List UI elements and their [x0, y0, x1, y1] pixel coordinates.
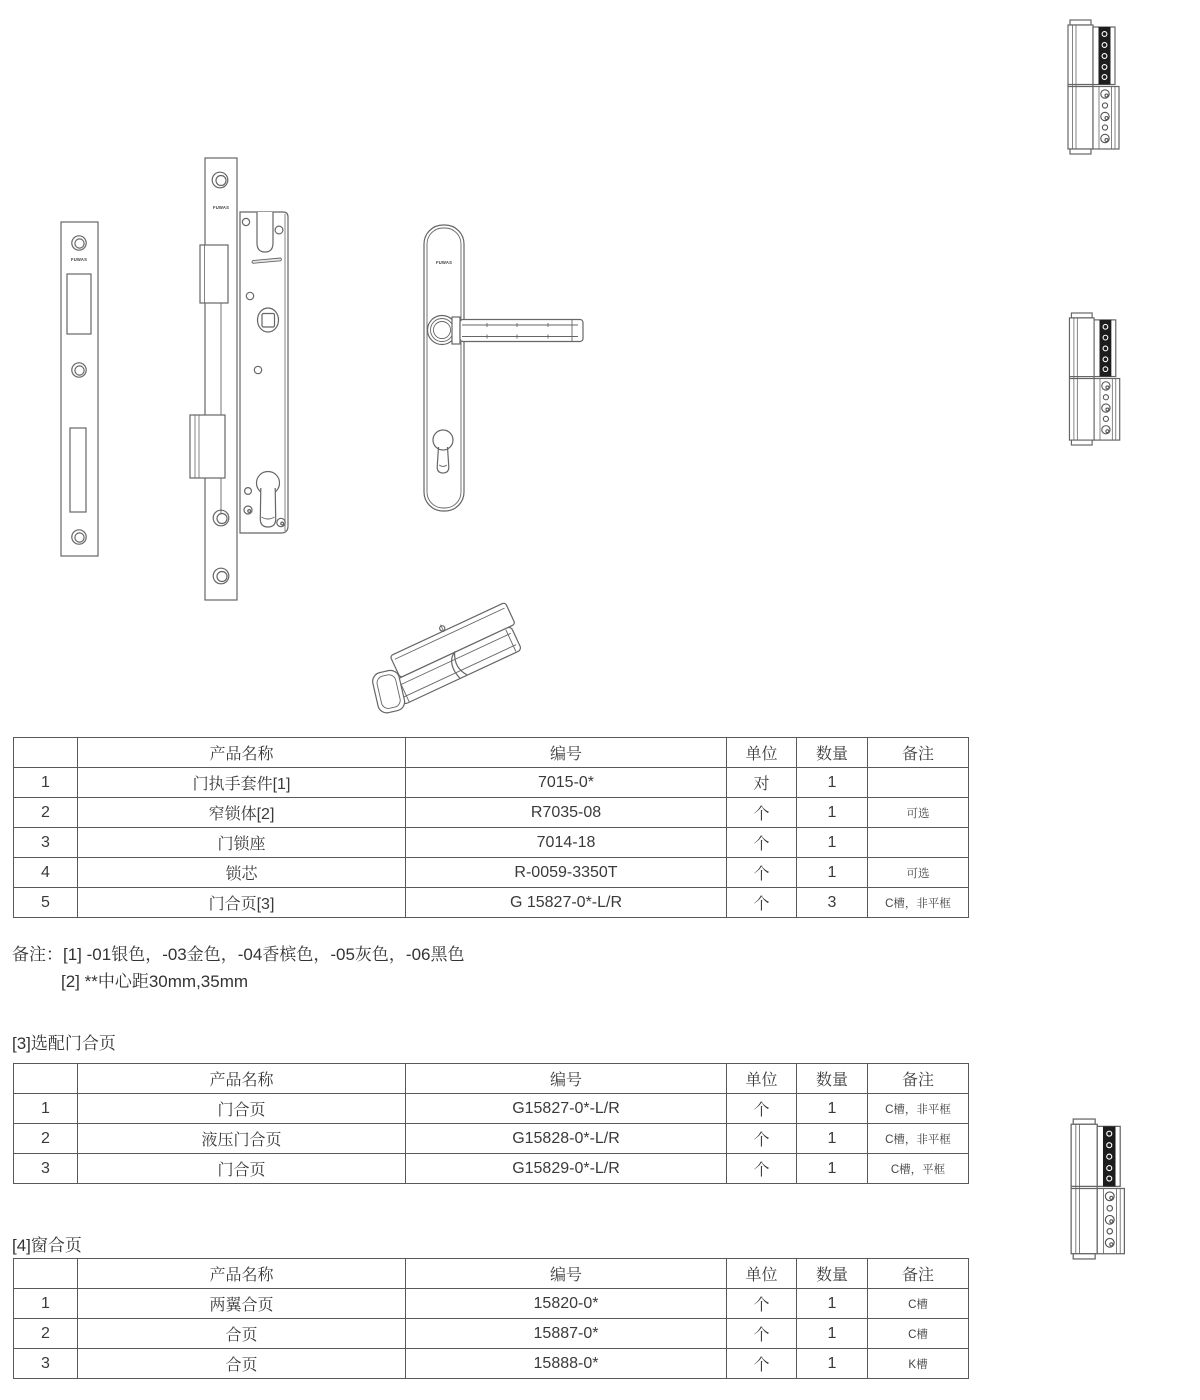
table-cell: G15827-0*-L/R: [406, 1094, 727, 1124]
table-row: [14, 1319, 969, 1349]
table-cell: K槽: [868, 1349, 969, 1379]
table-row: [14, 1154, 969, 1184]
column-header: 数量: [797, 738, 868, 768]
main-parts-table-grid: [13, 737, 969, 918]
table-cell: C槽，非平框: [868, 1124, 969, 1154]
strike-plate-drawing: [61, 222, 98, 556]
table-cell: 个: [727, 828, 797, 858]
table-header-row: [14, 1259, 969, 1289]
table-cell: 3: [14, 1154, 78, 1184]
table-header-row: [14, 738, 969, 768]
table-cell: 个: [727, 1289, 797, 1319]
table-cell: 锁芯: [78, 858, 406, 888]
column-header: 备注: [868, 738, 969, 768]
table-cell: 门锁座: [78, 828, 406, 858]
table-cell: 个: [727, 1154, 797, 1184]
column-header: 产品名称: [78, 738, 406, 768]
cylinder-drawing: [371, 596, 526, 715]
table-cell: 3: [14, 1349, 78, 1379]
remarks-prefix: 备注：: [12, 945, 63, 964]
table-cell: C槽，非平框: [868, 1094, 969, 1124]
hinge-middle-right-drawing: [1069, 313, 1119, 445]
table-cell: C槽，平框: [868, 1154, 969, 1184]
table-cell: 门执手套件[1]: [78, 768, 406, 798]
table-cell: 窄锁体[2]: [78, 798, 406, 828]
brand-logo: FUWAS: [70, 257, 88, 262]
table-cell: 1: [797, 1349, 868, 1379]
table-cell: G15829-0*-L/R: [406, 1154, 727, 1184]
column-header: [14, 738, 78, 768]
window-hinges-section-label: [4]窗合页: [12, 1236, 82, 1255]
table-cell: 1: [797, 1154, 868, 1184]
table-cell: C槽: [868, 1319, 969, 1349]
table-cell: 1: [797, 1319, 868, 1349]
table-cell: 1: [797, 768, 868, 798]
table-cell: R-0059-3350T: [406, 858, 727, 888]
table-cell: 1: [14, 1289, 78, 1319]
table-cell: 15888-0*: [406, 1349, 727, 1379]
window-hinges-table-grid: [13, 1258, 969, 1379]
table-cell: G 15827-0*-L/R: [406, 888, 727, 918]
table-row: [14, 828, 969, 858]
table-cell: [868, 828, 969, 858]
brand-logo: FUWAS: [212, 205, 230, 210]
table-cell: 5: [14, 888, 78, 918]
table-cell: 2: [14, 798, 78, 828]
table-cell: 4: [14, 858, 78, 888]
column-header: 数量: [797, 1064, 868, 1094]
table-cell: 2: [14, 1319, 78, 1349]
table-cell: 两翼合页: [78, 1289, 406, 1319]
table-cell: 1: [797, 858, 868, 888]
column-header: 数量: [797, 1259, 868, 1289]
remarks-text-1: [1] -01银色，-03金色，-04香槟色，-05灰色，-06黑色: [63, 945, 465, 964]
handle-drawing: [424, 225, 583, 511]
table-cell: 可选: [868, 858, 969, 888]
table-cell: 1: [797, 1289, 868, 1319]
column-header: 单位: [727, 1064, 797, 1094]
table-cell: R7035-08: [406, 798, 727, 828]
table-row: [14, 858, 969, 888]
table-cell: 门合页[3]: [78, 888, 406, 918]
column-header: 单位: [727, 1259, 797, 1289]
hinge-bottom-right-drawing: [1071, 1119, 1124, 1259]
table-cell: 3: [14, 828, 78, 858]
table-cell: 7015-0*: [406, 768, 727, 798]
table-cell: G15828-0*-L/R: [406, 1124, 727, 1154]
table-cell: 1: [797, 798, 868, 828]
table-cell: 可选: [868, 798, 969, 828]
remarks-note: [12, 941, 464, 995]
table-cell: 1: [797, 828, 868, 858]
table-row: [14, 798, 969, 828]
window-hinges-table: [13, 1258, 969, 1379]
table-cell: 7014-18: [406, 828, 727, 858]
table-row: [14, 1094, 969, 1124]
table-cell: 1: [14, 1094, 78, 1124]
table-header-row: [14, 1064, 969, 1094]
column-header: 备注: [868, 1064, 969, 1094]
door-hinges-section-label: [3]选配门合页: [12, 1034, 116, 1053]
remarks-line-2: [2] **中心距30mm,35mm: [61, 972, 249, 991]
hinge-top-right-drawing: [1068, 20, 1119, 154]
table-cell: 个: [727, 798, 797, 828]
table-row: [14, 1349, 969, 1379]
table-cell: 门合页: [78, 1094, 406, 1124]
door-hinges-table-grid: [13, 1063, 969, 1184]
table-cell: 合页: [78, 1319, 406, 1349]
table-cell: 个: [727, 888, 797, 918]
table-cell: 个: [727, 1319, 797, 1349]
table-cell: 个: [727, 1349, 797, 1379]
column-header: 编号: [406, 738, 727, 768]
column-header: 编号: [406, 1259, 727, 1289]
column-header: 产品名称: [78, 1259, 406, 1289]
column-header: [14, 1259, 78, 1289]
column-header: [14, 1064, 78, 1094]
remarks-line-1: [12, 941, 464, 968]
table-cell: 15820-0*: [406, 1289, 727, 1319]
table-cell: 个: [727, 1124, 797, 1154]
table-cell: 合页: [78, 1349, 406, 1379]
table-row: [14, 1289, 969, 1319]
table-cell: 1: [14, 768, 78, 798]
table-cell: 个: [727, 1094, 797, 1124]
column-header: 编号: [406, 1064, 727, 1094]
brand-logo: FUWAS: [435, 260, 453, 265]
table-cell: 对: [727, 768, 797, 798]
table-cell: 门合页: [78, 1154, 406, 1184]
table-cell: 1: [797, 1094, 868, 1124]
table-cell: 个: [727, 858, 797, 888]
table-cell: C槽，非平框: [868, 888, 969, 918]
lock-body-drawing: [190, 158, 288, 600]
table-row: [14, 1124, 969, 1154]
table-row: [14, 888, 969, 918]
table-cell: 3: [797, 888, 868, 918]
table-cell: C槽: [868, 1289, 969, 1319]
table-cell: 液压门合页: [78, 1124, 406, 1154]
column-header: 备注: [868, 1259, 969, 1289]
table-row: [14, 768, 969, 798]
table-cell: [868, 768, 969, 798]
column-header: 单位: [727, 738, 797, 768]
table-cell: 1: [797, 1124, 868, 1154]
table-cell: 2: [14, 1124, 78, 1154]
main-parts-table: [13, 737, 969, 918]
table-cell: 15887-0*: [406, 1319, 727, 1349]
door-hinges-table: [13, 1063, 969, 1184]
column-header: 产品名称: [78, 1064, 406, 1094]
